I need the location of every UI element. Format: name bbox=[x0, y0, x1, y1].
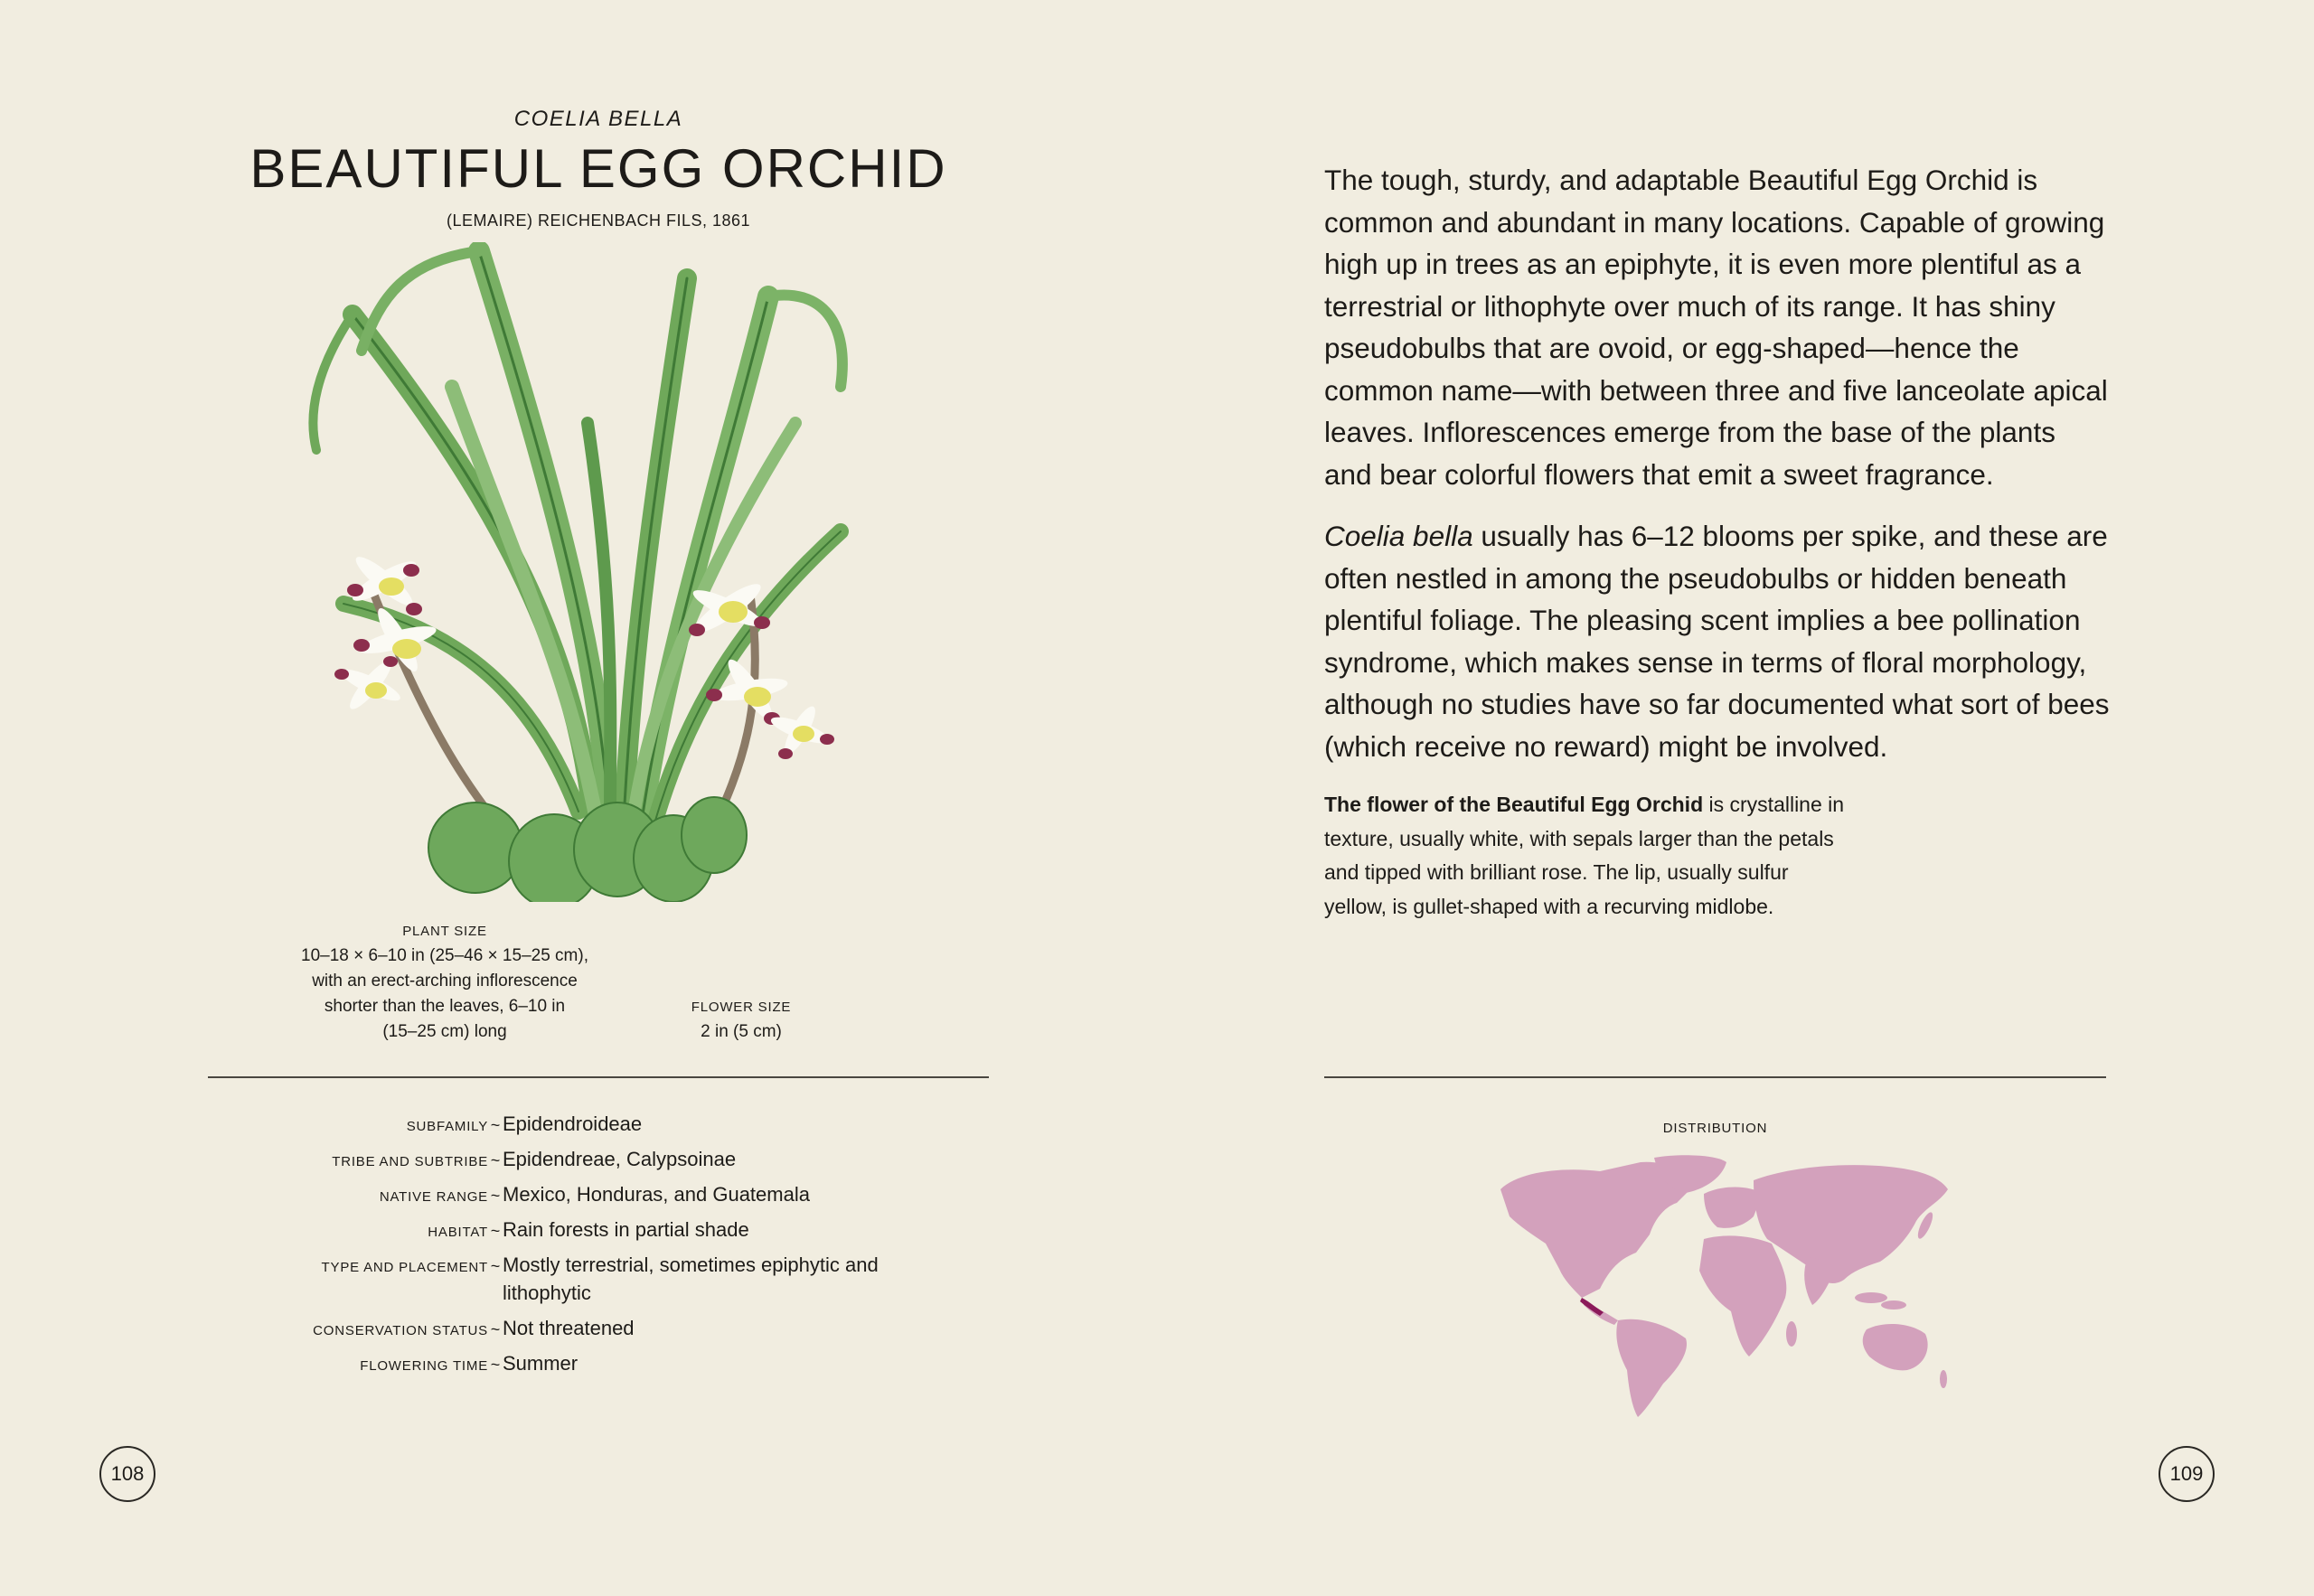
plant-size-line: with an erect-arching inflorescence bbox=[312, 972, 578, 990]
fact-row bbox=[208, 1314, 989, 1342]
plant-size-line: shorter than the leaves, 6–10 in bbox=[324, 997, 566, 1016]
fact-label: TYPE AND PLACEMENT bbox=[321, 1260, 488, 1275]
world-map-icon bbox=[1482, 1153, 1952, 1421]
fact-separator: ~ bbox=[490, 1187, 501, 1205]
fact-row bbox=[208, 1145, 989, 1173]
page-number-right: 109 bbox=[2159, 1446, 2215, 1502]
flower-size-value: 2 in (5 cm) bbox=[701, 1022, 782, 1041]
body-paragraph bbox=[1324, 515, 2111, 767]
species-name-italic: Coelia bella bbox=[1324, 520, 1473, 552]
fact-separator: ~ bbox=[490, 1356, 501, 1374]
fact-value: Summer bbox=[503, 1352, 578, 1375]
fact-separator: ~ bbox=[490, 1116, 501, 1134]
plant-size-block bbox=[291, 920, 598, 1045]
fact-value: Epidendroideae bbox=[503, 1113, 643, 1135]
fact-label: CONSERVATION STATUS bbox=[313, 1323, 488, 1338]
flower-caption bbox=[1324, 788, 1848, 924]
fact-value: Mostly terrestrial, sometimes epiphytic and lithophytic bbox=[503, 1253, 879, 1304]
fact-row bbox=[208, 1251, 989, 1307]
fact-label: HABITAT bbox=[428, 1225, 488, 1240]
fact-separator: ~ bbox=[490, 1222, 501, 1240]
fact-row bbox=[208, 1216, 989, 1244]
fact-value: Not threatened bbox=[503, 1317, 635, 1339]
fact-label: TRIBE AND SUBTRIBE bbox=[332, 1154, 488, 1169]
divider-left bbox=[208, 1076, 989, 1078]
body-paragraph: The tough, sturdy, and adaptable Beautiful Egg Orchid is common and abundant in many locations. Capable of growing high up in trees as an epiphyte, it is even more plentiful as a terrestrial or lithophyte over much of its range. It has shiny pseudobulbs that are ovoid, or egg-shaped—hence the common name—with between three and five lanceolate apical leaves. Inflorescences emerge from the base of the plants and bear colorful flowers that emit a sweet fragrance. bbox=[1324, 164, 2108, 491]
facts-list bbox=[208, 1110, 989, 1385]
page-title: BEAUTIFUL EGG ORCHID bbox=[249, 138, 947, 199]
caption-lead: The flower of the Beautiful Egg Orchid bbox=[1324, 793, 1704, 816]
page-number-left: 108 bbox=[99, 1446, 155, 1502]
fact-label: FLOWERING TIME bbox=[360, 1358, 488, 1374]
fact-label: NATIVE RANGE bbox=[379, 1189, 488, 1205]
fact-row bbox=[208, 1180, 989, 1208]
fact-separator: ~ bbox=[490, 1257, 501, 1275]
plant-size-line: (15–25 cm) long bbox=[382, 1022, 507, 1041]
plant-size-label: PLANT SIZE bbox=[402, 924, 487, 939]
species-authority: (LEMAIRE) REICHENBACH FILS, 1861 bbox=[446, 211, 751, 230]
divider-right bbox=[1324, 1076, 2106, 1078]
fact-separator: ~ bbox=[490, 1320, 501, 1338]
scientific-name: COELIA BELLA bbox=[513, 107, 683, 131]
body-paragraph-text: usually has 6–12 blooms per spike, and these are often nestled in among the pseudobulbs or hidden beneath plentiful foliage. The pleasing scent implies a bee pollination syndrome, which makes sense in terms of floral morphology, although no studies have so far documented what sort of bees (which receive no reward) might be involved. bbox=[1324, 520, 2110, 763]
fact-separator: ~ bbox=[490, 1151, 501, 1169]
caption-text: is crystalline in texture, usually white, with sepals larger than the petals and tipped with brilliant rose. The lip, usually sulfur yellow, is gullet-shaped with a recurving midlobe. bbox=[1324, 793, 1845, 918]
flower-size-block bbox=[651, 996, 832, 1045]
fact-label: SUBFAMILY bbox=[406, 1119, 488, 1134]
fact-row bbox=[208, 1110, 989, 1138]
flower-size-label: FLOWER SIZE bbox=[691, 1000, 792, 1015]
plant-size-line: 10–18 × 6–10 in (25–46 × 15–25 cm), bbox=[301, 946, 588, 965]
fact-value: Rain forests in partial shade bbox=[503, 1218, 749, 1241]
fact-row bbox=[208, 1349, 989, 1377]
fact-value: Epidendreae, Calypsoinae bbox=[503, 1148, 737, 1170]
body-text bbox=[1324, 159, 2111, 787]
distribution-label: DISTRIBUTION bbox=[1662, 1121, 1768, 1136]
orchid-illustration-icon bbox=[298, 242, 895, 902]
fact-value: Mexico, Honduras, and Guatemala bbox=[503, 1183, 810, 1206]
